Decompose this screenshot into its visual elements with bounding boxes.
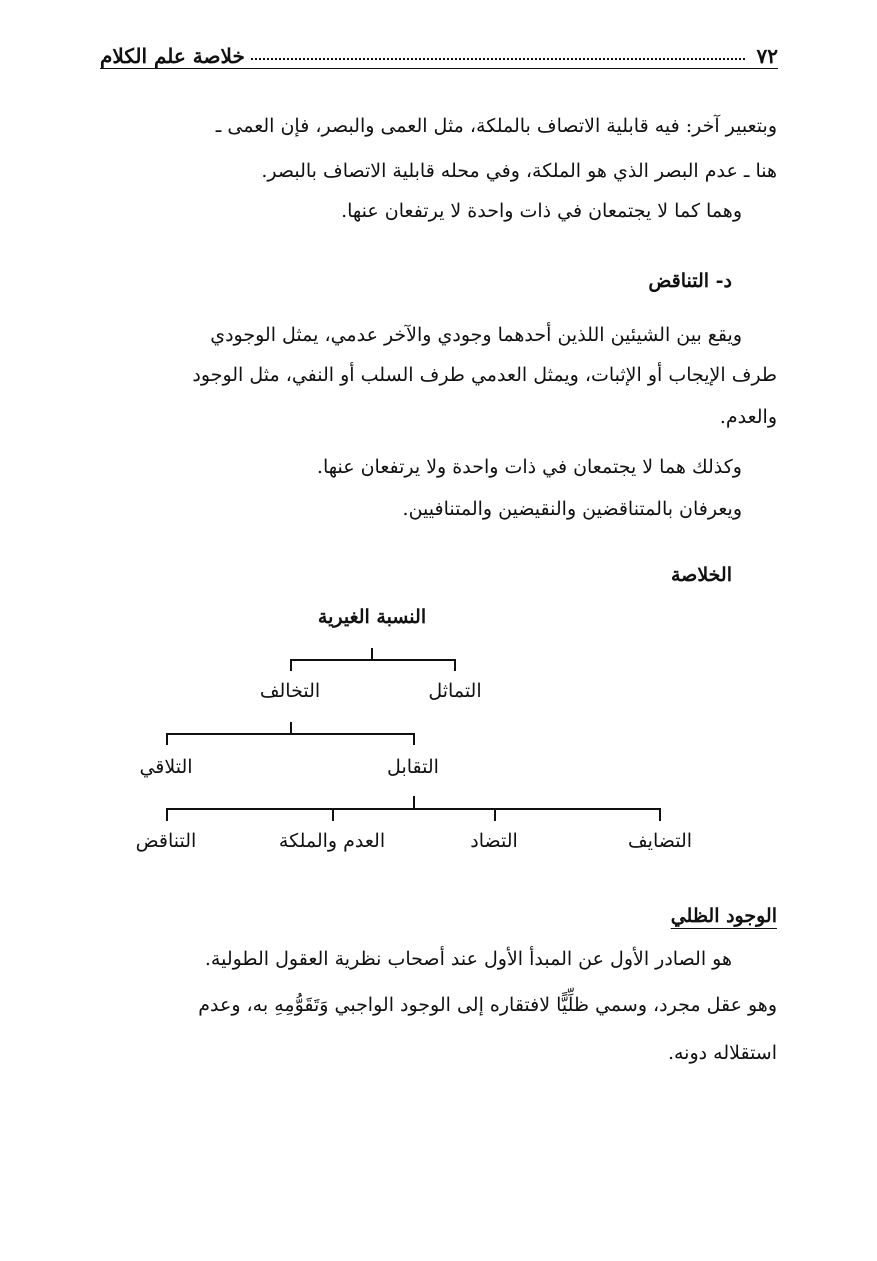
tree-node-talaqi: التلاقي bbox=[139, 756, 193, 778]
tree-connector bbox=[494, 808, 496, 821]
tree-node-takhaluf: التخالف bbox=[259, 680, 321, 702]
section-heading: د- التناقض bbox=[648, 270, 732, 292]
paragraph-line: وهما كما لا يجتمعان في ذات واحدة لا يرتفعان عنها. bbox=[341, 200, 742, 222]
tree-connector bbox=[290, 659, 292, 671]
page-header bbox=[100, 34, 778, 69]
tree-connector bbox=[166, 733, 168, 745]
tree-node-tamathul: التماثل bbox=[428, 680, 482, 702]
tree-connector bbox=[332, 808, 334, 821]
paragraph-line: هنا ـ عدم البصر الذي هو الملكة، وفي محله قابلية الاتصاف بالبصر. bbox=[261, 160, 777, 182]
paragraph-line bbox=[99, 992, 777, 1018]
paragraph-line: طرف الإيجاب أو الإثبات، ويمثل العدمي طرف السلب أو النفي، مثل الوجود bbox=[192, 364, 777, 386]
text-span: وبتعبير آخر: فيه قابلية الاتصاف بالملكة، مثل العمى والبصر، فإن العمى ـ bbox=[215, 115, 777, 137]
tree-node-adam-malaka: العدم والملكة bbox=[278, 830, 386, 852]
paragraph-line: ويقع بين الشيئين اللذين أحدهما وجودي والآخر عدمي، يمثل الوجودي bbox=[210, 324, 742, 346]
tree-connector bbox=[166, 808, 660, 810]
tree-node-tanaqud: التناقض bbox=[135, 830, 197, 852]
tree-connector bbox=[454, 659, 456, 671]
page-number: ٧٢ bbox=[756, 44, 778, 68]
text-span: وهو عقل مجرد، وسمي ظلِّيًّا لافتقاره إلى الوجود الواجبي وَتَقَوُّمِهِ به، وعدم bbox=[198, 994, 777, 1016]
paragraph-line: استقلاله دونه. bbox=[667, 1042, 777, 1064]
tree-connector bbox=[166, 808, 168, 821]
paragraph-line: هو الصادر الأول عن المبدأ الأول عند أصحاب نظرية العقول الطولية. bbox=[204, 948, 732, 970]
running-title: خلاصة علم الكلام bbox=[100, 44, 245, 68]
tree-node-taqabul: التقابل bbox=[387, 756, 439, 778]
paragraph-line: وكذلك هما لا يجتمعان في ذات واحدة ولا يرتفعان عنها. bbox=[316, 456, 742, 478]
header-leader-dots bbox=[251, 58, 745, 60]
section-heading: الوجود الظلي bbox=[670, 905, 777, 927]
tree-root: النسبة الغيرية bbox=[317, 606, 427, 628]
tree-connector bbox=[166, 733, 414, 735]
paragraph-line bbox=[99, 113, 777, 139]
summary-heading: الخلاصة bbox=[671, 564, 732, 586]
tree-connector bbox=[413, 733, 415, 745]
tree-node-tadayuf: التضايف bbox=[627, 830, 693, 852]
tree-node-tadad: التضاد bbox=[470, 830, 518, 852]
paragraph-line: ويعرفان بالمتناقضين والنقيضين والمتنافيين. bbox=[402, 498, 742, 520]
paragraph-line: والعدم. bbox=[719, 406, 777, 428]
tree-connector bbox=[659, 808, 661, 821]
tree-connector bbox=[290, 659, 455, 661]
